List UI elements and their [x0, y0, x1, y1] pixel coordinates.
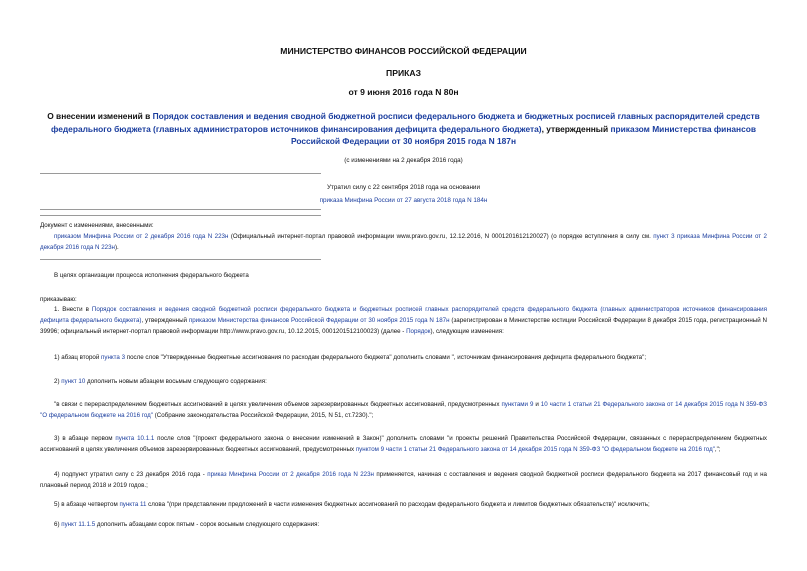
expired-note: Утратил силу с 22 сентября 2018 года на основании [327, 184, 480, 191]
subitem-2 [40, 376, 767, 387]
s3-link-point-10-1-1[interactable]: пункта 10.1.1 [115, 435, 155, 442]
intro-paragraph: В целях организации процесса исполнения федерального бюджета [54, 272, 249, 279]
changes-text-1: (Официальный интернет-портал правовой информации www.pravo.gov.ru, 12.12.2016, N 0001201612120027) (о порядке вступления в силу см. [228, 233, 654, 240]
order-word: приказываю: [40, 296, 77, 303]
title-text-1: О внесении изменений в [47, 111, 153, 121]
s3-text-1: 3) в абзаце первом [54, 435, 116, 442]
s1-text-2: после слов "Утвержденные бюджетные ассигнования по расходам федерального бюджета" дополнить словами ", источникам финансирования дефицита федерального бюджета"; [125, 354, 647, 361]
s2-link-point-10[interactable]: пункт 10 [61, 378, 86, 385]
document-title [30, 110, 777, 148]
divider [40, 209, 321, 210]
p1-link-procedure[interactable]: Порядок составления и ведения сводной бюджетной росписи федерального бюджета и бюджетных росписей главных распорядителей средств федерального бюджета (главных администраторов источников финансирования дефицита федерального бюджета) [40, 306, 767, 325]
s4-text-1: 4) подпункт утратил силу с 23 декабря 2016 года - [54, 471, 208, 478]
paragraph-1 [40, 304, 767, 338]
s5-text-2: слова "(при представлении предложений в части изменения бюджетных ассигнований по расходам федерального бюджета и лимитов бюджетных обязательств)" исключить; [146, 501, 650, 508]
divider [40, 173, 321, 174]
title-link-order-187n[interactable]: приказом Министерства финансов Российской Федерации от 30 ноября 2015 года N 187н [290, 123, 757, 146]
quote-2 [40, 399, 767, 421]
p1-text-4: ), следующие изменения: [430, 328, 504, 336]
p1-text-1: 1. Внести в [54, 306, 92, 313]
s3-text-2: после слов "(проект федерального закона о внесении изменений в Закон)" дополнить словами "и проекты решений Правительства Российской Федерации, связанных с перераспределением бюджетных ассигнований в целях увеличения объемов зарезервированных бюджетных ассигнований, предусмотренных [40, 435, 768, 454]
q2-link-law-359[interactable]: 10 части 1 статьи 21 Федерального закона от 14 декабря 2015 года N 359-ФЗ "О федеральном бюджете на 2016 год" [40, 401, 767, 420]
q2-text-1: "в связи с перераспределением бюджетных ассигнований в целях увеличения объемов зарезервированных бюджетных ассигнований, предусмотренных [54, 401, 502, 408]
q2-link-points-9[interactable]: пунктами 9 [501, 401, 534, 408]
q2-text-2: и [533, 401, 541, 408]
subitem-3 [40, 433, 767, 455]
p1-link-order-187n[interactable]: приказом Министерства финансов Российской Федерации от 30 ноября 2015 года N 187н [188, 317, 450, 325]
subitem-4 [40, 469, 767, 491]
changes-list [40, 231, 767, 253]
s2-text-2: дополнить новым абзацем восьмым следующего содержания: [85, 378, 267, 385]
s6-link-point-11-1-5[interactable]: пункт 11.1.5 [61, 521, 96, 528]
s3-text-3: ,"; [714, 446, 721, 454]
s4-link-223n[interactable]: приказ Минфина России от 2 декабря 2016 года N 223н [207, 471, 374, 478]
p1-text-3: (зарегистрирован в Министерстве юстиции Российской Федерации 8 декабря 2015 года, регистрационный N 39996; официальный интернет-портал правовой информации http://www.pravo.gov.ru, 10.12.2015, 0001201512100023) (далее - [40, 317, 767, 336]
changes-link-223n[interactable]: приказом Минфина России от 2 декабря 2016 года N 223н [54, 233, 229, 240]
subitem-1 [40, 352, 767, 363]
p1-text-2: , утвержденный [141, 317, 189, 325]
s3-link-law-359[interactable]: пунктом 9 части 1 статьи 21 Федерального закона от 14 декабря 2015 года N 359-ФЗ "О федеральном бюджете на 2016 год" [355, 446, 715, 454]
divider [40, 215, 321, 216]
subitem-6 [40, 519, 767, 530]
s2-text-1: 2) [54, 378, 62, 385]
ministry-heading: МИНИСТЕРСТВО ФИНАНСОВ РОССИЙСКОЙ ФЕДЕРАЦИИ [280, 46, 527, 56]
amended-note: (с изменениями на 2 декабря 2016 года) [344, 157, 463, 164]
subitem-5 [40, 499, 767, 510]
title-text-2: , утвержденный [541, 123, 611, 134]
changes-heading: Документ с изменениями, внесенными: [40, 222, 154, 229]
s5-text-1: 5) в абзаце четвертом [54, 501, 120, 508]
s1-text-1: 1) абзац второй [54, 354, 102, 361]
order-date: от 9 июня 2016 года N 80н [348, 87, 459, 97]
q2-text-3: (Собрание законодательства Российской Федерации, 2015, N 51, ст.7230)."; [152, 412, 374, 420]
s5-link-point-11[interactable]: пункта 11 [119, 501, 147, 508]
s4-text-2: применяется, начиная с составления и ведения сводной бюджетной росписи федерального бюджета на 2017 финансовый год и на плановый период 2018 и 2019 годов.; [40, 471, 768, 490]
title-link-procedure[interactable]: Порядок составления и ведения сводной бюджетной росписи федерального бюджета и бюджетных росписей главных распорядителей средств федерального бюджета (главных администраторов источников финансирования дефицита федерального бюджета) [50, 111, 760, 134]
p1-link-poryadok[interactable]: Порядок [406, 328, 431, 336]
s6-text-1: 6) [54, 521, 62, 528]
divider [40, 259, 321, 260]
changes-link-point-3[interactable]: пункт 3 приказа Минфина России от 2 декабря 2016 года N 223н [40, 233, 767, 252]
expired-link[interactable]: приказа Минфина России от 27 августа 2018 года N 184н [319, 197, 488, 204]
order-heading: ПРИКАЗ [386, 68, 421, 78]
s6-text-2: дополнить абзацами сорок пятым - сорок восьмым следующего содержания: [95, 521, 320, 528]
changes-text-2: ). [114, 244, 119, 252]
s1-link-point-3[interactable]: пункта 3 [101, 354, 126, 361]
